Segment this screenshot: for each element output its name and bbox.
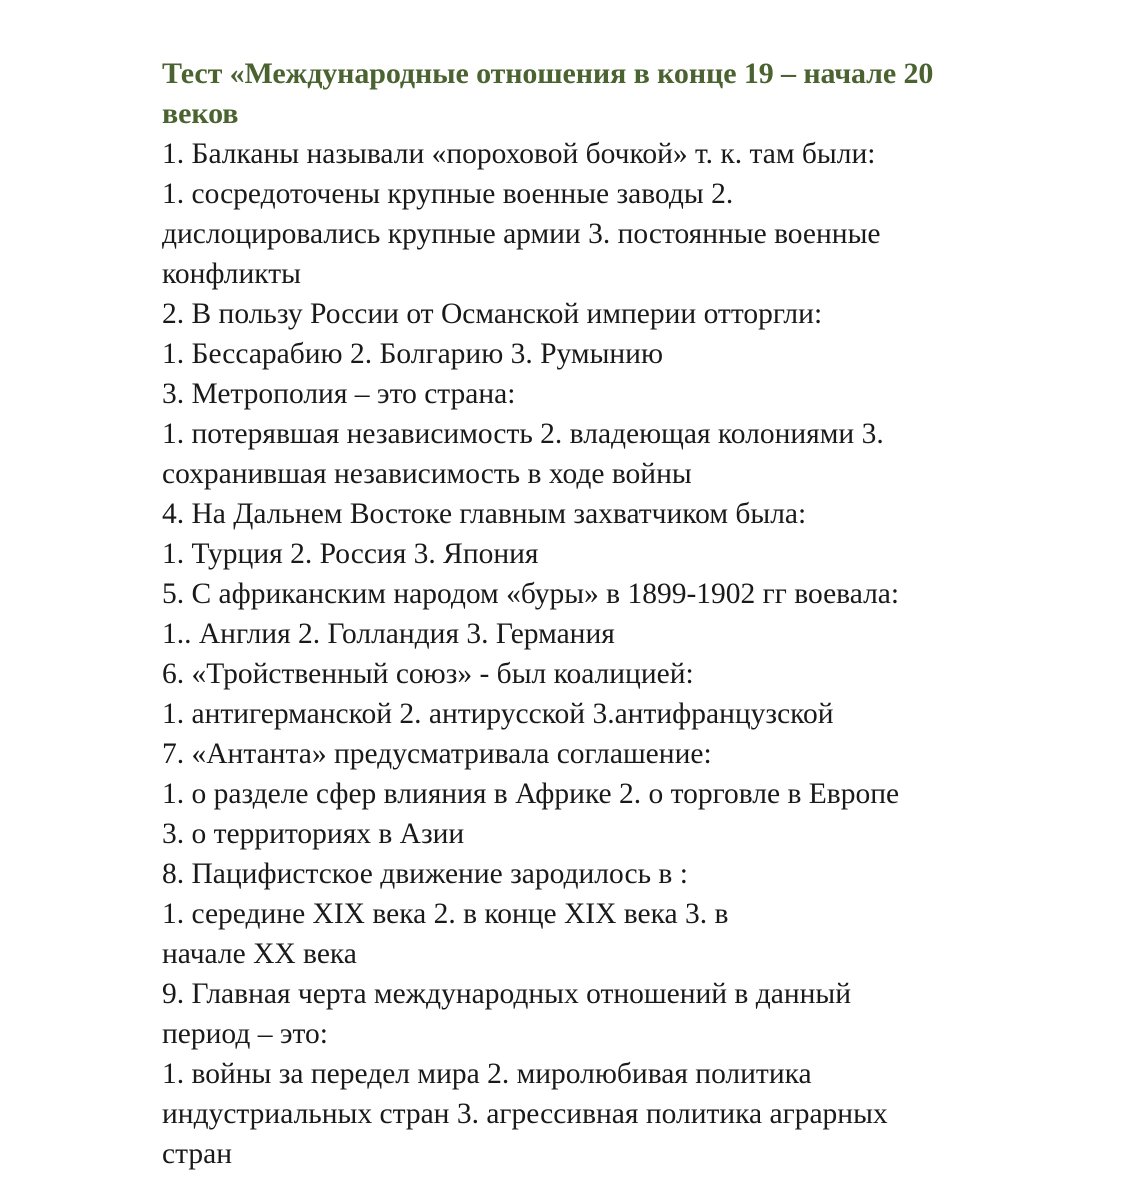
question-2: 2. В пользу России от Османской империи отторгли: [162, 298, 823, 330]
question-7: 7. «Антанта» предусматривала соглашение: [162, 738, 712, 770]
answers-7-line-2: 3. о территориях в Азии [162, 818, 465, 850]
question-5: 5. С африканским народом «буры» в 1899-1902 гг воевала: [162, 578, 900, 610]
answers-1-line-1: 1. сосредоточены крупные военные заводы 2. [162, 178, 734, 210]
answers-8-line-1: 1. середине XIX века 2. в конце XIX века 3. в [162, 898, 729, 930]
answers-1-line-2: дислоцировались крупные армии 3. постоянные военные [162, 218, 881, 250]
document-page [162, 54, 1062, 1174]
answers-6: 1. антигерманской 2. антирусской 3.антифранцузской [162, 698, 834, 730]
question-9-line-1: 9. Главная черта международных отношений в данный [162, 978, 852, 1010]
answers-9-line-3: стран [162, 1138, 232, 1170]
answers-4: 1. Турция 2. Россия 3. Япония [162, 538, 539, 570]
question-3: 3. Метрополия – это страна: [162, 378, 516, 410]
question-4: 4. На Дальнем Востоке главным захватчиком была: [162, 498, 807, 530]
answers-1-line-3: конфликты [162, 258, 301, 290]
answers-7-line-1: 1. о разделе сфер влияния в Африке 2. о торговле в Европе [162, 778, 900, 810]
answers-9-line-2: индустриальных стран 3. агрессивная политика аграрных [162, 1098, 888, 1130]
question-1: 1. Балканы называли «пороховой бочкой» т. к. там были: [162, 138, 876, 170]
document-title-line-2: веков [162, 97, 239, 130]
answers-3-line-2: сохранившая независимость в ходе войны [162, 458, 692, 490]
question-6: 6. «Тройственный союз» - был коалицией: [162, 658, 694, 690]
answers-8-line-2: начале XX века [162, 938, 357, 970]
question-9-line-2: период – это: [162, 1018, 328, 1050]
answers-9-line-1: 1. войны за передел мира 2. миролюбивая политика [162, 1058, 812, 1090]
question-8: 8. Пацифистское движение зародилось в : [162, 858, 688, 890]
answers-2: 1. Бессарабию 2. Болгарию 3. Румынию [162, 338, 663, 370]
document-title-line-1: Тест «Международные отношения в конце 19 – начале 20 [162, 57, 934, 90]
answers-5: 1.. Англия 2. Голландия 3. Германия [162, 618, 615, 650]
answers-3-line-1: 1. потерявшая независимость 2. владеющая колониями 3. [162, 418, 884, 450]
